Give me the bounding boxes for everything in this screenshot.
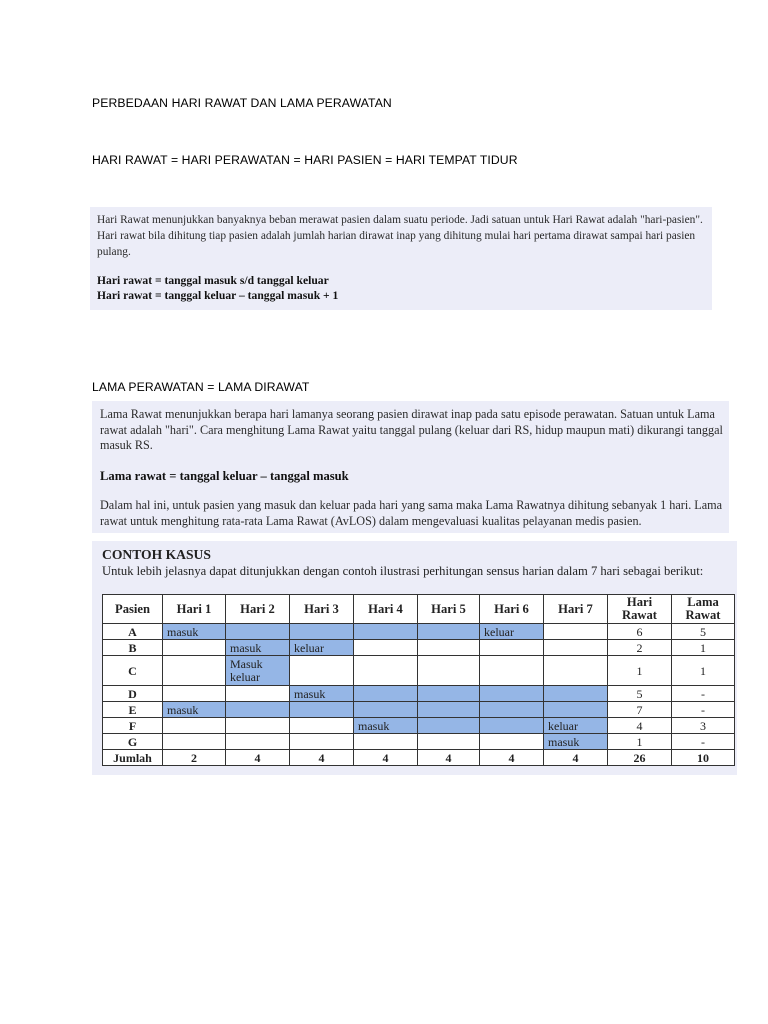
day-cell: masuk [163, 624, 226, 640]
day-cell [163, 718, 226, 734]
day-cell [226, 734, 290, 750]
hari-rawat-cell: 5 [608, 686, 672, 702]
day-cell [418, 702, 480, 718]
day-cell [418, 624, 480, 640]
day-cell: masuk [163, 702, 226, 718]
table-row [103, 656, 735, 686]
day-cell [418, 734, 480, 750]
table-row [103, 718, 735, 734]
hari-rawat-cell: 6 [608, 624, 672, 640]
lama-rawat-cell: 1 [672, 640, 735, 656]
pasien-cell: D [103, 686, 163, 702]
day-cell [226, 624, 290, 640]
column-header: Hari 7 [544, 595, 608, 624]
pasien-cell: A [103, 624, 163, 640]
table-row [103, 734, 735, 750]
page-title: PERBEDAAN HARI RAWAT DAN LAMA PERAWATAN [92, 96, 392, 110]
total-hari-rawat-cell: 26 [608, 750, 672, 766]
day-cell: masuk [290, 686, 354, 702]
hari-rawat-cell: 7 [608, 702, 672, 718]
column-header: Hari 5 [418, 595, 480, 624]
day-cell [226, 686, 290, 702]
day-cell [354, 624, 418, 640]
table-row [103, 686, 735, 702]
day-cell [163, 734, 226, 750]
table-row [103, 702, 735, 718]
day-cell [163, 686, 226, 702]
lama-rawat-cell: 5 [672, 624, 735, 640]
hari-rawat-formula-2: Hari rawat = tanggal keluar – tanggal masuk + 1 [97, 289, 339, 302]
column-header: Hari 3 [290, 595, 354, 624]
lama-rawat-paragraph-1: Lama Rawat menunjukkan berapa hari lamanya seorang pasien dirawat inap pada satu episode perawatan. Satuan untuk Lama rawat adalah "hari". Cara menghitung Lama Rawat yaitu tanggal pulang (keluar dari RS, hidup maupun mati) dikurangi tanggal masuk RS. [100, 407, 723, 452]
day-cell [544, 656, 608, 686]
pasien-cell: B [103, 640, 163, 656]
day-cell [480, 718, 544, 734]
pasien-cell: G [103, 734, 163, 750]
day-cell [226, 718, 290, 734]
total-row [103, 750, 735, 766]
day-cell [290, 656, 354, 686]
sensus-table [102, 594, 735, 766]
day-cell [480, 686, 544, 702]
table-row [103, 640, 735, 656]
sensus-table-body [103, 624, 735, 766]
column-header: Hari Rawat [608, 595, 672, 624]
contoh-kasus-box [92, 541, 737, 775]
day-cell [480, 656, 544, 686]
day-cell [354, 656, 418, 686]
column-header: Hari 1 [163, 595, 226, 624]
column-header: Hari 2 [226, 595, 290, 624]
contoh-kasus-title: CONTOH KASUS [102, 547, 211, 562]
lama-rawat-box [92, 401, 729, 533]
day-cell [418, 686, 480, 702]
day-cell [544, 624, 608, 640]
column-header: Pasien [103, 595, 163, 624]
total-label: Jumlah [103, 750, 163, 766]
column-header: Hari 4 [354, 595, 418, 624]
lama-rawat-cell: 3 [672, 718, 735, 734]
total-day-cell: 4 [480, 750, 544, 766]
total-day-cell: 4 [226, 750, 290, 766]
hari-rawat-formula-1: Hari rawat = tanggal masuk s/d tanggal keluar [97, 274, 329, 287]
day-cell: keluar [544, 718, 608, 734]
day-cell [354, 640, 418, 656]
hari-rawat-cell: 4 [608, 718, 672, 734]
lama-perawatan-heading: LAMA PERAWATAN = LAMA DIRAWAT [92, 380, 310, 394]
hari-rawat-heading: HARI RAWAT = HARI PERAWATAN = HARI PASIEN = HARI TEMPAT TIDUR [92, 153, 518, 167]
day-cell: masuk [226, 640, 290, 656]
pasien-cell: C [103, 656, 163, 686]
day-cell [290, 718, 354, 734]
day-cell [544, 702, 608, 718]
day-cell [418, 640, 480, 656]
day-cell [480, 702, 544, 718]
lama-rawat-cell: 1 [672, 656, 735, 686]
lama-rawat-cell: - [672, 734, 735, 750]
table-row [103, 624, 735, 640]
day-cell [290, 702, 354, 718]
day-cell: Masuk keluar [226, 656, 290, 686]
day-cell [418, 656, 480, 686]
hari-rawat-box [90, 207, 712, 310]
day-cell [354, 702, 418, 718]
total-day-cell: 2 [163, 750, 226, 766]
table-header-row [103, 595, 735, 624]
lama-rawat-cell: - [672, 686, 735, 702]
day-cell [480, 640, 544, 656]
day-cell [544, 640, 608, 656]
day-cell [290, 734, 354, 750]
day-cell [226, 702, 290, 718]
hari-rawat-cell: 1 [608, 734, 672, 750]
pasien-cell: E [103, 702, 163, 718]
day-cell [354, 686, 418, 702]
day-cell: masuk [354, 718, 418, 734]
day-cell [544, 686, 608, 702]
day-cell [354, 734, 418, 750]
lama-rawat-paragraph-2: Dalam hal ini, untuk pasien yang masuk dan keluar pada hari yang sama maka Lama Rawatnya dihitung sebanyak 1 hari. Lama rawat untuk menghitung rata-rata Lama Rawat (AvLOS) dalam mengevaluasi kualitas pelayanan medis pasien. [100, 498, 723, 528]
hari-rawat-paragraph: Hari Rawat menunjukkan banyaknya beban merawat pasien dalam suatu periode. Jadi satuan untuk Hari Rawat adalah "hari-pasien". Hari rawat bila dihitung tiap pasien adalah jumlah harian dirawat inap yang dihitung mulai hari pertama dirawat sampai hari pasien pulang. [97, 214, 703, 259]
total-lama-rawat-cell: 10 [672, 750, 735, 766]
total-day-cell: 4 [418, 750, 480, 766]
day-cell [290, 624, 354, 640]
column-header: Lama Rawat [672, 595, 735, 624]
lama-rawat-cell: - [672, 702, 735, 718]
day-cell [163, 656, 226, 686]
total-day-cell: 4 [290, 750, 354, 766]
lama-rawat-formula: Lama rawat = tanggal keluar – tanggal masuk [100, 469, 349, 483]
total-day-cell: 4 [544, 750, 608, 766]
day-cell [480, 734, 544, 750]
hari-rawat-cell: 2 [608, 640, 672, 656]
column-header: Hari 6 [480, 595, 544, 624]
hari-rawat-cell: 1 [608, 656, 672, 686]
total-day-cell: 4 [354, 750, 418, 766]
day-cell: keluar [480, 624, 544, 640]
day-cell: masuk [544, 734, 608, 750]
day-cell [163, 640, 226, 656]
pasien-cell: F [103, 718, 163, 734]
day-cell: keluar [290, 640, 354, 656]
contoh-kasus-subtitle: Untuk lebih jelasnya dapat ditunjukkan dengan contoh ilustrasi perhitungan sensus harian dalam 7 hari sebagai berikut: [102, 564, 704, 578]
day-cell [418, 718, 480, 734]
